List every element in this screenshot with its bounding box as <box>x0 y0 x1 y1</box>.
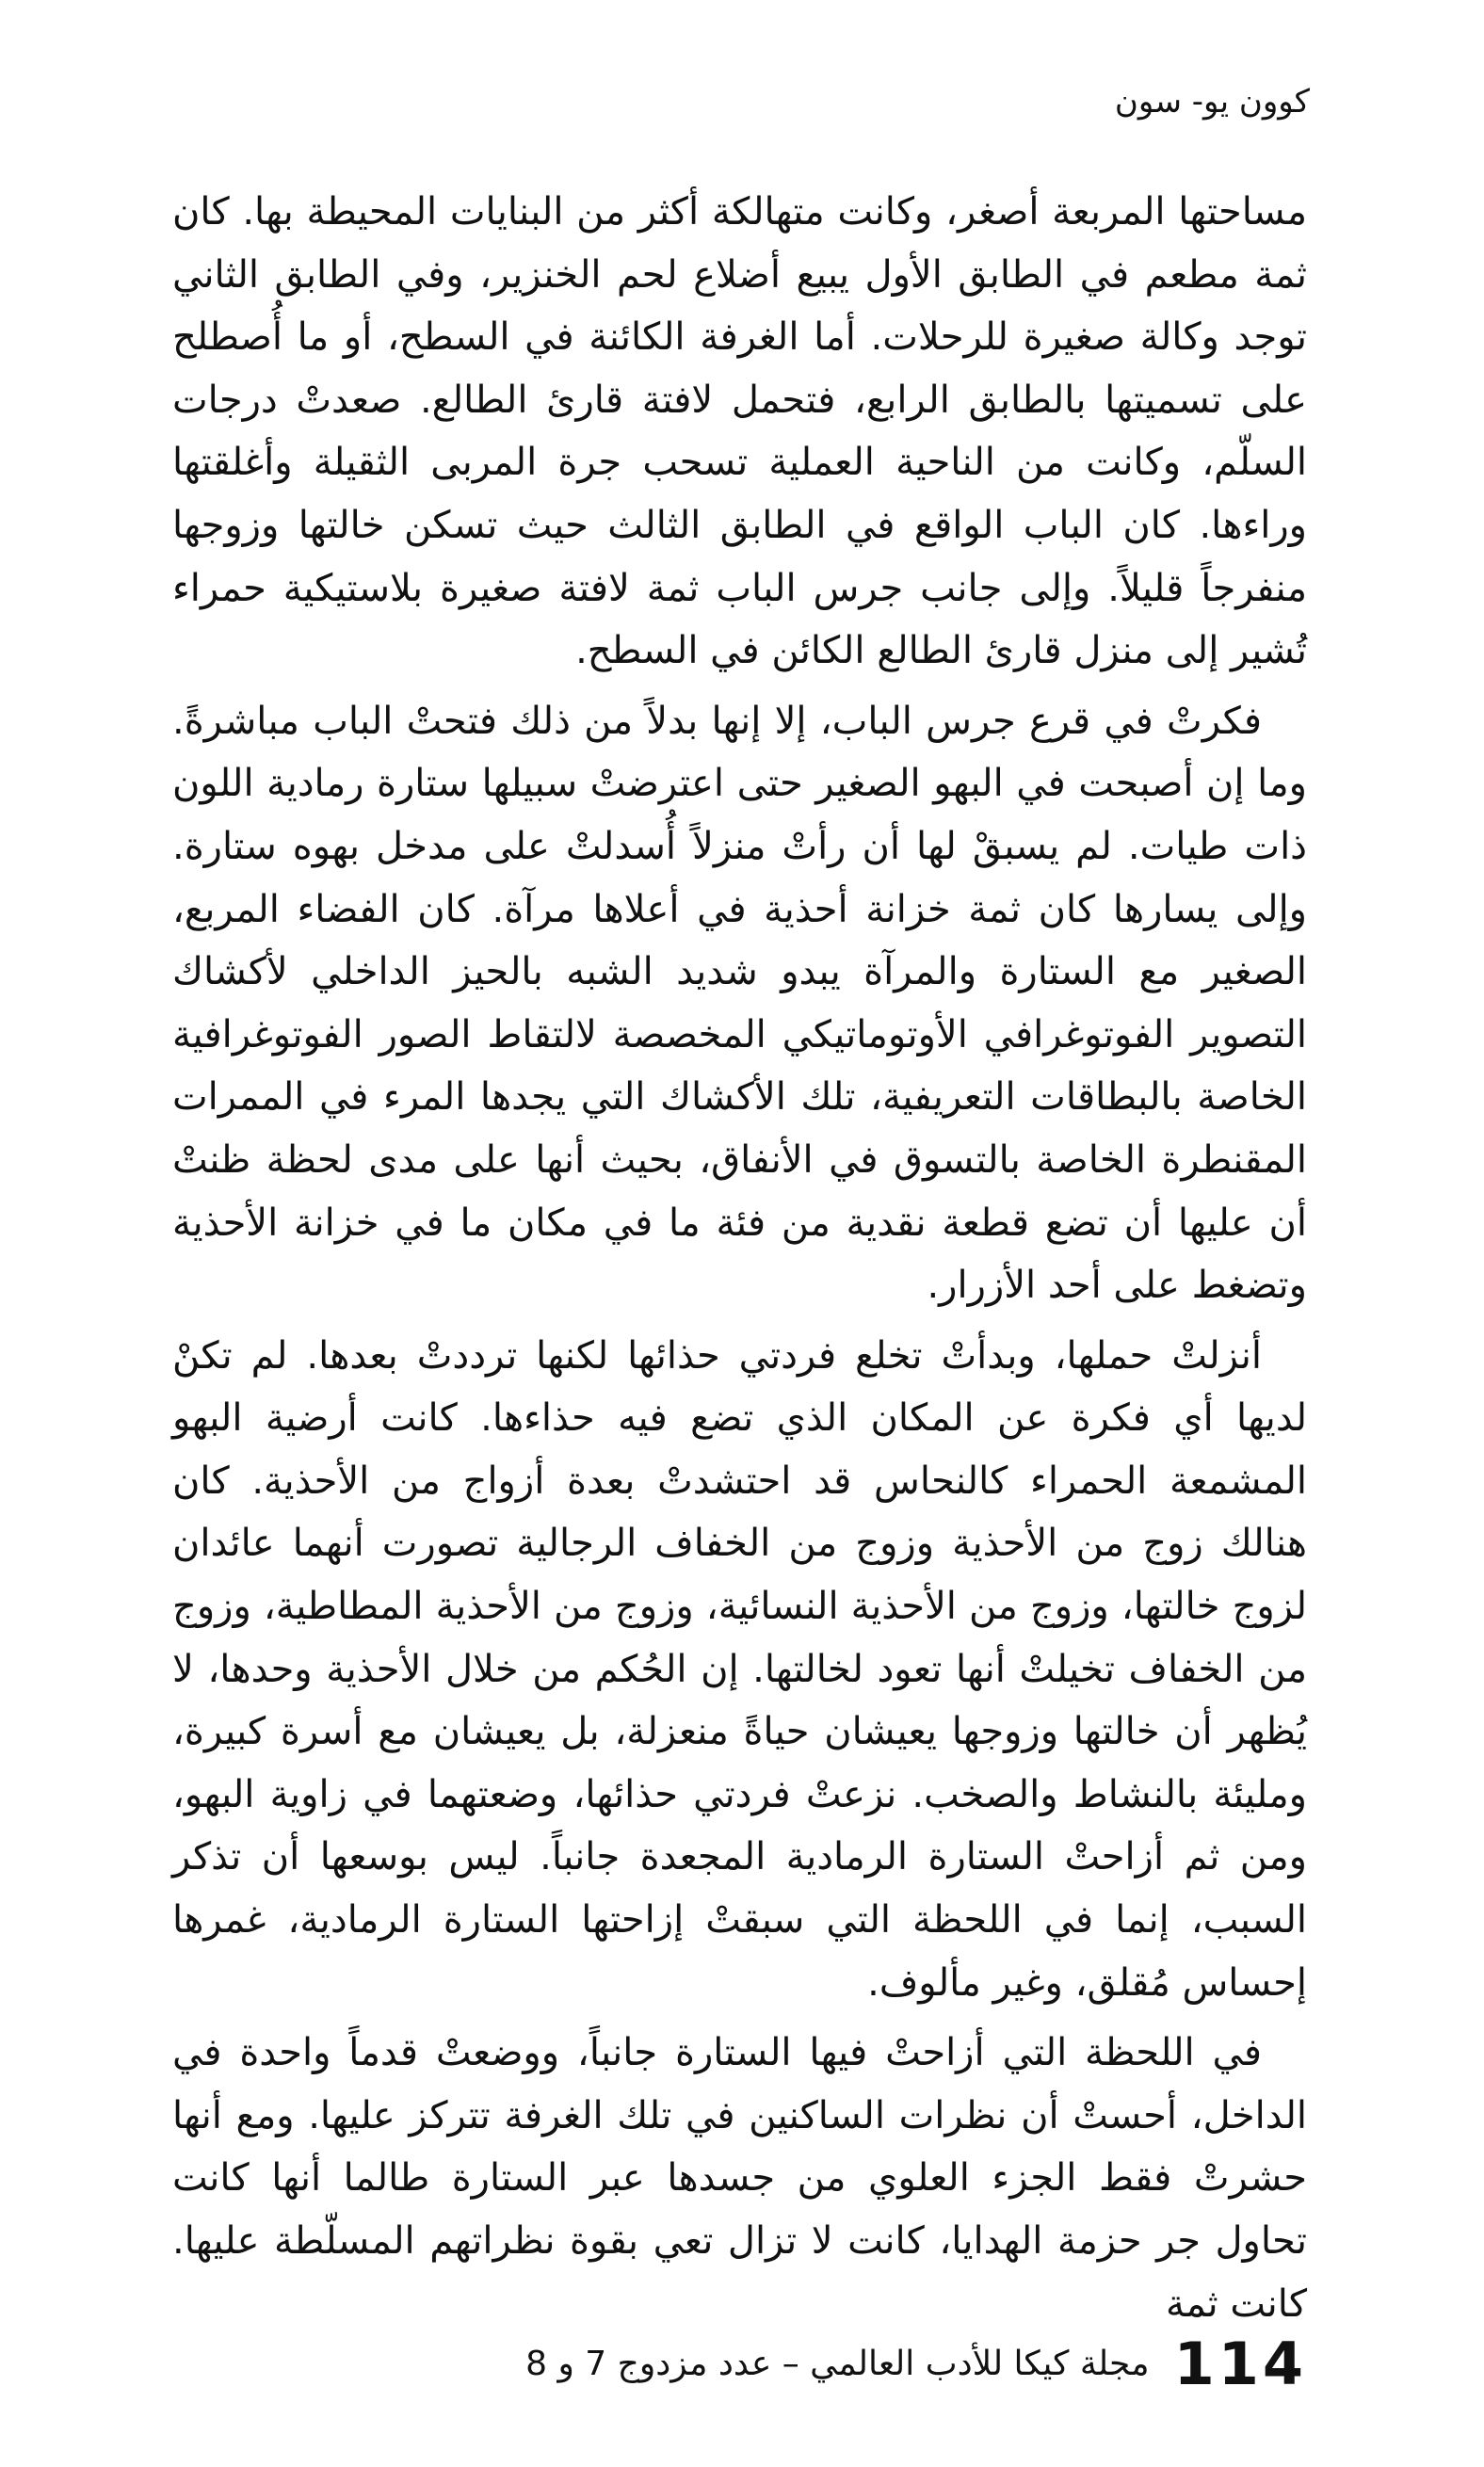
paragraph: في اللحظة التي أزاحتْ فيها الستارة جانباً، ووضعتْ قدماً واحدة في الداخل، أحستْ أن نظرات الساكنين في تلك الغرفة تتركز عليها. ومع أنها حشرتْ فقط الجزء العلوي من جسدها عبر الستارة طالما أنها كانت تحاول جر حزمة الهدايا، كانت لا تزال تعي بقوة نظراتهم المسلّطة عليها. كانت ثمة <box>172 2031 1307 2326</box>
article-body <box>172 181 1307 2335</box>
page-footer <box>525 2331 1307 2397</box>
paragraph: أنزلتْ حملها، وبدأتْ تخلع فردتي حذائها لكنها ترددتْ بعدها. لم تكنْ لديها أي فكرة عن المكان الذي تضع فيه حذاءها. كانت أرضية البهو المشمعة الحمراء كالنحاس قد احتشدتْ بعدة أزواج من الأحذية. كان هنالك زوج من الأحذية وزوج من الخفاف الرجالية تصورت أنهما عائدان لزوج خالتها، وزوج من الأحذية النسائية، وزوج من الأحذية المطاطية، وزوج من الخفاف تخيلتْ أنها تعود لخالتها. إن الحُكم من خلال الأحذية وحدها، لا يُظهر أن خالتها وزوجها يعيشان حياةً منعزلة، بل يعيشان مع أسرة كبيرة، ومليئة بالنشاط والصخب. نزعتْ فردتي حذائها، وضعتهما في زاوية البهو، ومن ثم أزاحتْ الستارة الرمادية المجعدة جانباً. ليس بوسعها أن تذكر السبب، إنما في اللحظة التي سبقتْ إزاحتها الستارة الرمادية، غمرها إحساس مُقلق، وغير مألوف. <box>172 1333 1307 2005</box>
running-head-author: كوون يو- سون <box>1114 83 1310 121</box>
paragraph: فكرتْ في قرع جرس الباب، إلا إنها بدلاً من ذلك فتحتْ الباب مباشرةً. وما إن أصبحت في البهو الصغير حتى اعترضتْ سبيلها ستارة رمادية اللون ذات طيات. لم يسبقْ لها أن رأتْ منزلاً أُسدلتْ على مدخل بهوه ستارة. وإلى يسارها كان ثمة خزانة أحذية في أعلاها مرآة. كان الفضاء المربع، الصغير مع الستارة والمرآة يبدو شديد الشبه بالحيز الداخلي لأكشاك التصوير الفوتوغرافي الأوتوماتيكي المخصصة لالتقاط الصور الفوتوغرافية الخاصة بالبطاقات التعريفية، تلك الأكشاك التي يجدها المرء في الممرات المقنطرة الخاصة بالتسوق في الأنفاق، بحيث أنها على مدى لحظة ظنتْ أن عليها أن تضع قطعة نقدية من فئة ما في مكان ما في خزانة الأحذية وتضغط على أحد الأزرار. <box>172 699 1307 1308</box>
page-number: 114 <box>1173 2330 1307 2398</box>
paragraph: مساحتها المربعة أصغر، وكانت متهالكة أكثر من البنايات المحيطة بها. كان ثمة مطعم في الطابق الأول يبيع أضلاع لحم الخنزير، وفي الطابق الثاني توجد وكالة صغيرة للرحلات. أما الغرفة الكائنة في السطح، أو ما أُصطلح على تسميتها بالطابق الرابع، فتحمل لافتة قارئ الطالع. صعدتْ درجات السلّم، وكانت من الناحية العملية تسحب جرة المربى الثقيلة وأغلقتها وراءها. كان الباب الواقع في الطابق الثالث حيث تسكن خالتها وزوجها منفرجاً قليلاً. وإلى جانب جرس الباب ثمة لافتة صغيرة بلاستيكية حمراء تُشير إلى منزل قارئ الطالع الكائن في السطح. <box>172 190 1307 673</box>
journal-title: مجلة كيكا للأدب العالمي – عدد مزدوج 7 و 8 <box>525 2345 1150 2383</box>
